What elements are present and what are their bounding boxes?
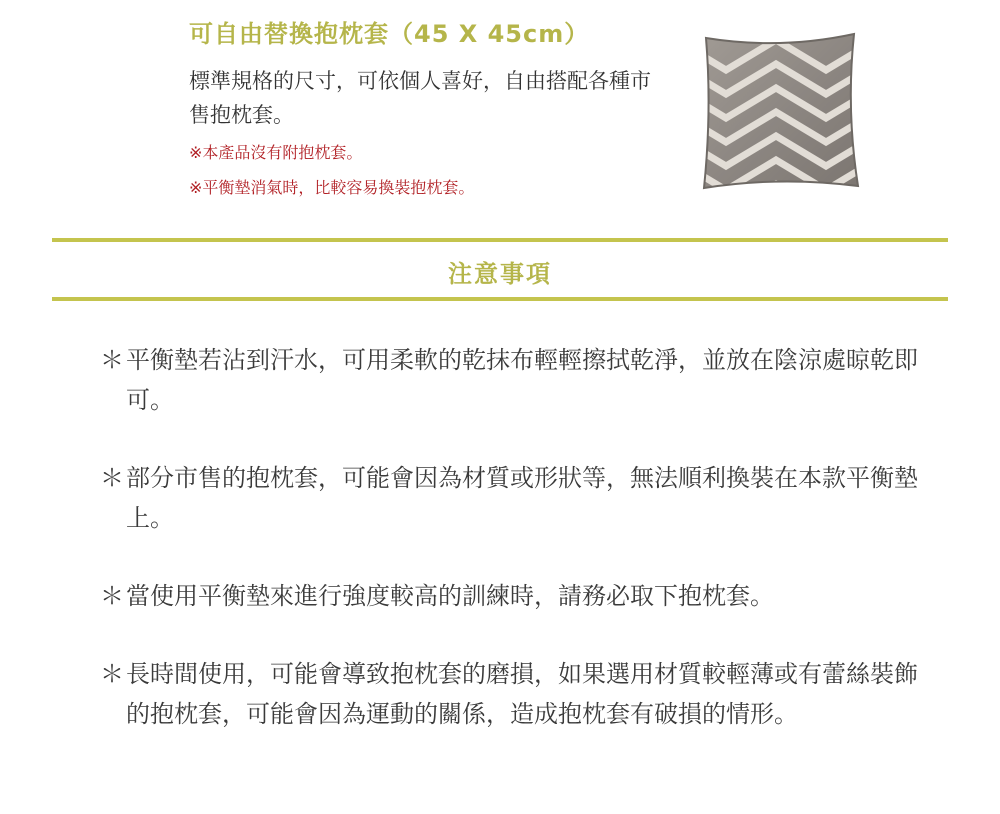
precautions-list [100, 340, 930, 772]
asterisk-bullet: ＊ [100, 582, 124, 610]
asterisk-bullet: ＊ [100, 464, 124, 492]
product-note-deflate-tip: ※平衡墊消氣時，比較容易換裝抱枕套。 [189, 178, 475, 197]
asterisk-bullet: ＊ [100, 660, 124, 688]
asterisk-bullet: ＊ [100, 346, 124, 374]
product-description: 標準規格的尺寸，可依個人喜好，自由搭配各種市售抱枕套。 [189, 69, 651, 127]
list-item [100, 654, 930, 734]
product-title: 可自由替換抱枕套（45 X 45cm） [189, 20, 590, 48]
section-title: 注意事項 [448, 260, 552, 288]
list-item-text: 長時間使用，可能會導致抱枕套的磨損，如果選用材質較輕薄或有蕾絲裝飾的抱枕套，可能會因為運動的關係，造成抱枕套有破損的情形。 [126, 660, 918, 728]
list-item-text: 平衡墊若沾到汗水，可用柔軟的乾抹布輕輕擦拭乾淨，並放在陰涼處晾乾即可。 [126, 346, 918, 414]
list-item [100, 576, 930, 616]
list-item-text: 部分市售的抱枕套，可能會因為材質或形狀等，無法順利換裝在本款平衡墊上。 [126, 464, 918, 532]
product-note-no-cover: ※本產品沒有附抱枕套。 [189, 143, 363, 162]
list-item [100, 458, 930, 538]
pillow-image [696, 30, 864, 192]
section-rule-bottom [52, 297, 948, 301]
list-item [100, 340, 930, 420]
section-rule-top [52, 238, 948, 242]
list-item-text: 當使用平衡墊來進行強度較高的訓練時，請務必取下抱枕套。 [126, 582, 774, 610]
